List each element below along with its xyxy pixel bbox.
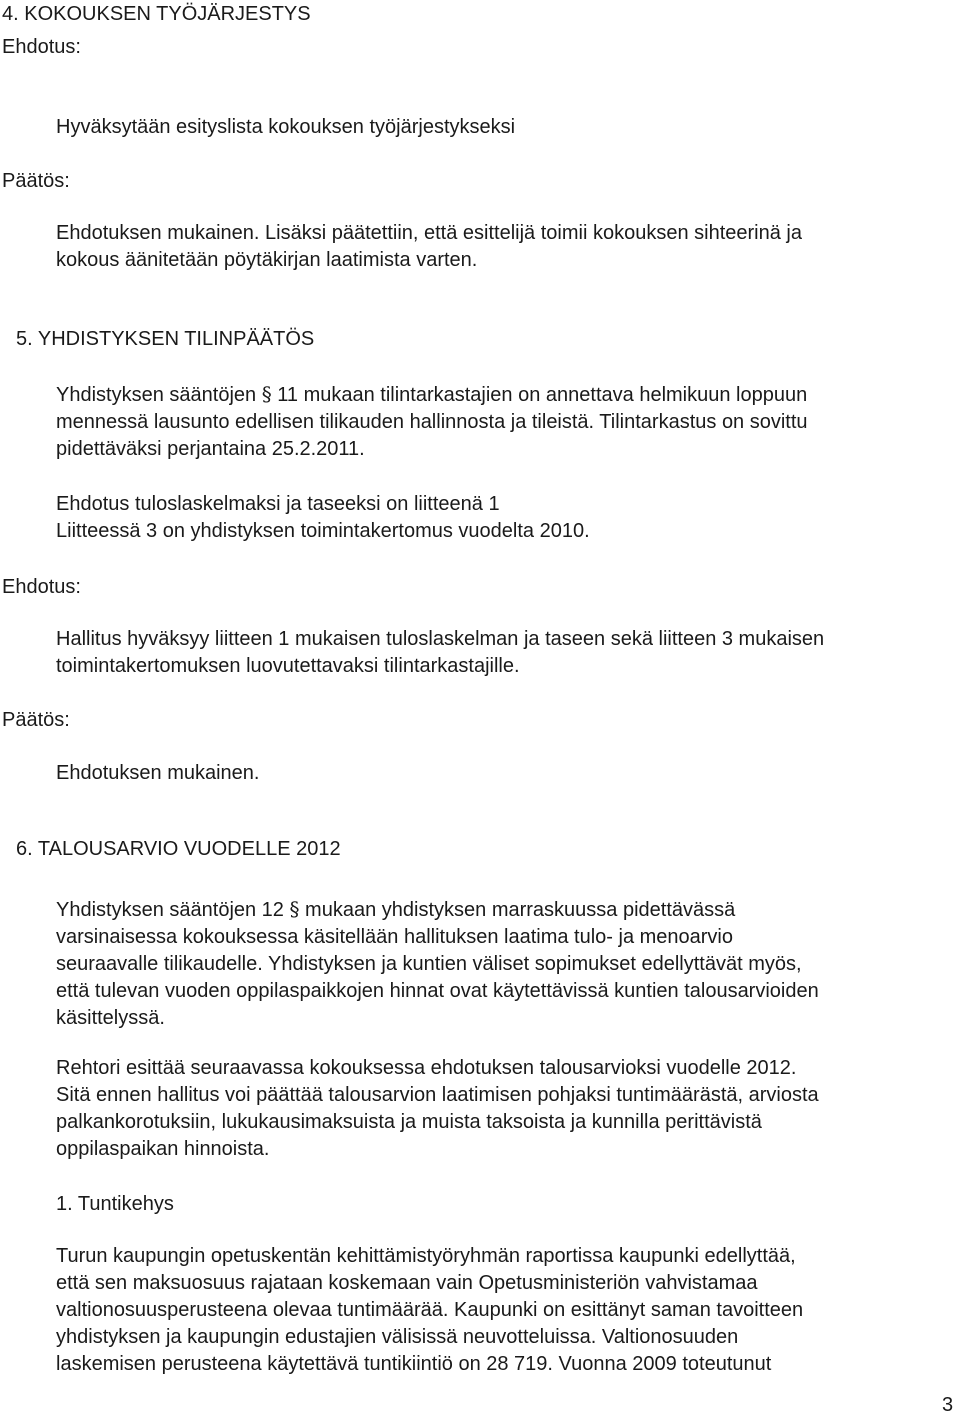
paragraph-line: laskemisen perusteena käytettävä tuntikiintiö on 28 719. Vuonna 2009 toteutunut: [56, 1353, 772, 1375]
section-6-paragraph-1: [56, 896, 819, 1032]
section-6-heading: 6. TALOUSARVIO VUODELLE 2012: [16, 838, 341, 860]
paragraph-line: oppilaspaikan hinnoista.: [56, 1138, 270, 1160]
paragraph-line: Yhdistyksen sääntöjen 12 § mukaan yhdistyksen marraskuussa pidettävässä: [56, 897, 736, 921]
decision-line: kokous äänitetään pöytäkirjan laatimista varten.: [56, 249, 478, 271]
section-symbol: §: [261, 382, 272, 406]
section-5-intro-paragraph: [56, 381, 808, 463]
attachment-line: Ehdotus tuloslaskelmaksi ja taseeksi on liitteenä 1: [56, 493, 500, 515]
section-4-decision-label: Päätös:: [2, 170, 70, 192]
proposal-line: toimintakertomuksen luovutettavaksi tilintarkastajille.: [56, 655, 520, 677]
section-4-proposal-text: Hyväksytään esityslista kokouksen työjärjestykseksi: [56, 116, 516, 138]
intro-line: pidettäväksi perjantaina 25.2.2011.: [56, 438, 365, 460]
paragraph-line: Turun kaupungin opetuskentän kehittämistyöryhmän raportissa kaupunki edellyttää,: [56, 1245, 796, 1267]
attachment-line: Liitteessä 3 on yhdistyksen toimintakertomus vuodelta 2010.: [56, 520, 590, 542]
page-number: 3: [942, 1394, 954, 1416]
proposal-line: Hallitus hyväksyy liitteen 1 mukaisen tuloslaskelman ja taseen sekä liitteen 3 mukaisen: [56, 628, 825, 650]
section-6-paragraph-2: [56, 1055, 819, 1163]
paragraph-line: valtionosuusperusteena olevaa tuntimäärää. Kaupunki on esittänyt saman tavoitteen: [56, 1299, 804, 1321]
intro-line: Yhdistyksen sääntöjen § 11 mukaan tilintarkastajien on annettava helmikuun loppuun: [56, 382, 808, 406]
decision-line: Ehdotuksen mukainen. Lisäksi päätettiin, että esittelijä toimii kokouksen sihteerinä ja: [56, 222, 802, 244]
section-5-proposal-text: [56, 626, 824, 680]
intro-line: mennessä lausunto edellisen tilikauden hallinnosta ja tileistä. Tilintarkastus on sovittu: [56, 411, 808, 433]
paragraph-line: seuraavalle tilikaudelle. Yhdistyksen ja kuntien väliset sopimukset edellyttävät myös,: [56, 953, 802, 975]
paragraph-line: Rehtori esittää seuraavassa kokouksessa ehdotuksen talousarvioksi vuodelle 2012.: [56, 1057, 797, 1079]
section-symbol: §: [289, 897, 300, 921]
section-5-proposal-label: Ehdotus:: [2, 576, 81, 598]
paragraph-line: varsinaisessa kokouksessa käsitellään hallituksen laatima tulo- ja menoarvio: [56, 926, 734, 948]
section-6-paragraph-3: [56, 1243, 803, 1378]
paragraph-line: yhdistyksen ja kaupungin edustajien välisissä neuvotteluissa. Valtionosuuden: [56, 1326, 739, 1348]
paragraph-line: että tulevan vuoden oppilaspaikkojen hinnat ovat käytettävissä kuntien talousarvioiden: [56, 980, 819, 1002]
section-4-heading: 4. KOKOUKSEN TYÖJÄRJESTYS: [2, 3, 311, 25]
paragraph-line: Sitä ennen hallitus voi päättää talousarvion laatimisen pohjaksi tuntimäärästä, arviosta: [56, 1084, 819, 1106]
section-6-subheading: 1. Tuntikehys: [56, 1193, 174, 1215]
section-5-decision-text: Ehdotuksen mukainen.: [56, 762, 260, 784]
section-5-attachments: [56, 491, 590, 545]
paragraph-line: käsittelyssä.: [56, 1007, 165, 1029]
section-4-decision-text: [56, 220, 802, 274]
paragraph-line: että sen maksuosuus rajataan koskemaan vain Opetusministeriön vahvistamaa: [56, 1272, 758, 1294]
section-4-proposal-label: Ehdotus:: [2, 36, 81, 58]
section-5-heading: 5. YHDISTYKSEN TILINPÄÄTÖS: [16, 328, 315, 350]
section-5-decision-label: Päätös:: [2, 709, 70, 731]
paragraph-line: palkankorotuksiin, lukukausimaksuista ja muista taksoista ja kunnilla perittävistä: [56, 1111, 762, 1133]
